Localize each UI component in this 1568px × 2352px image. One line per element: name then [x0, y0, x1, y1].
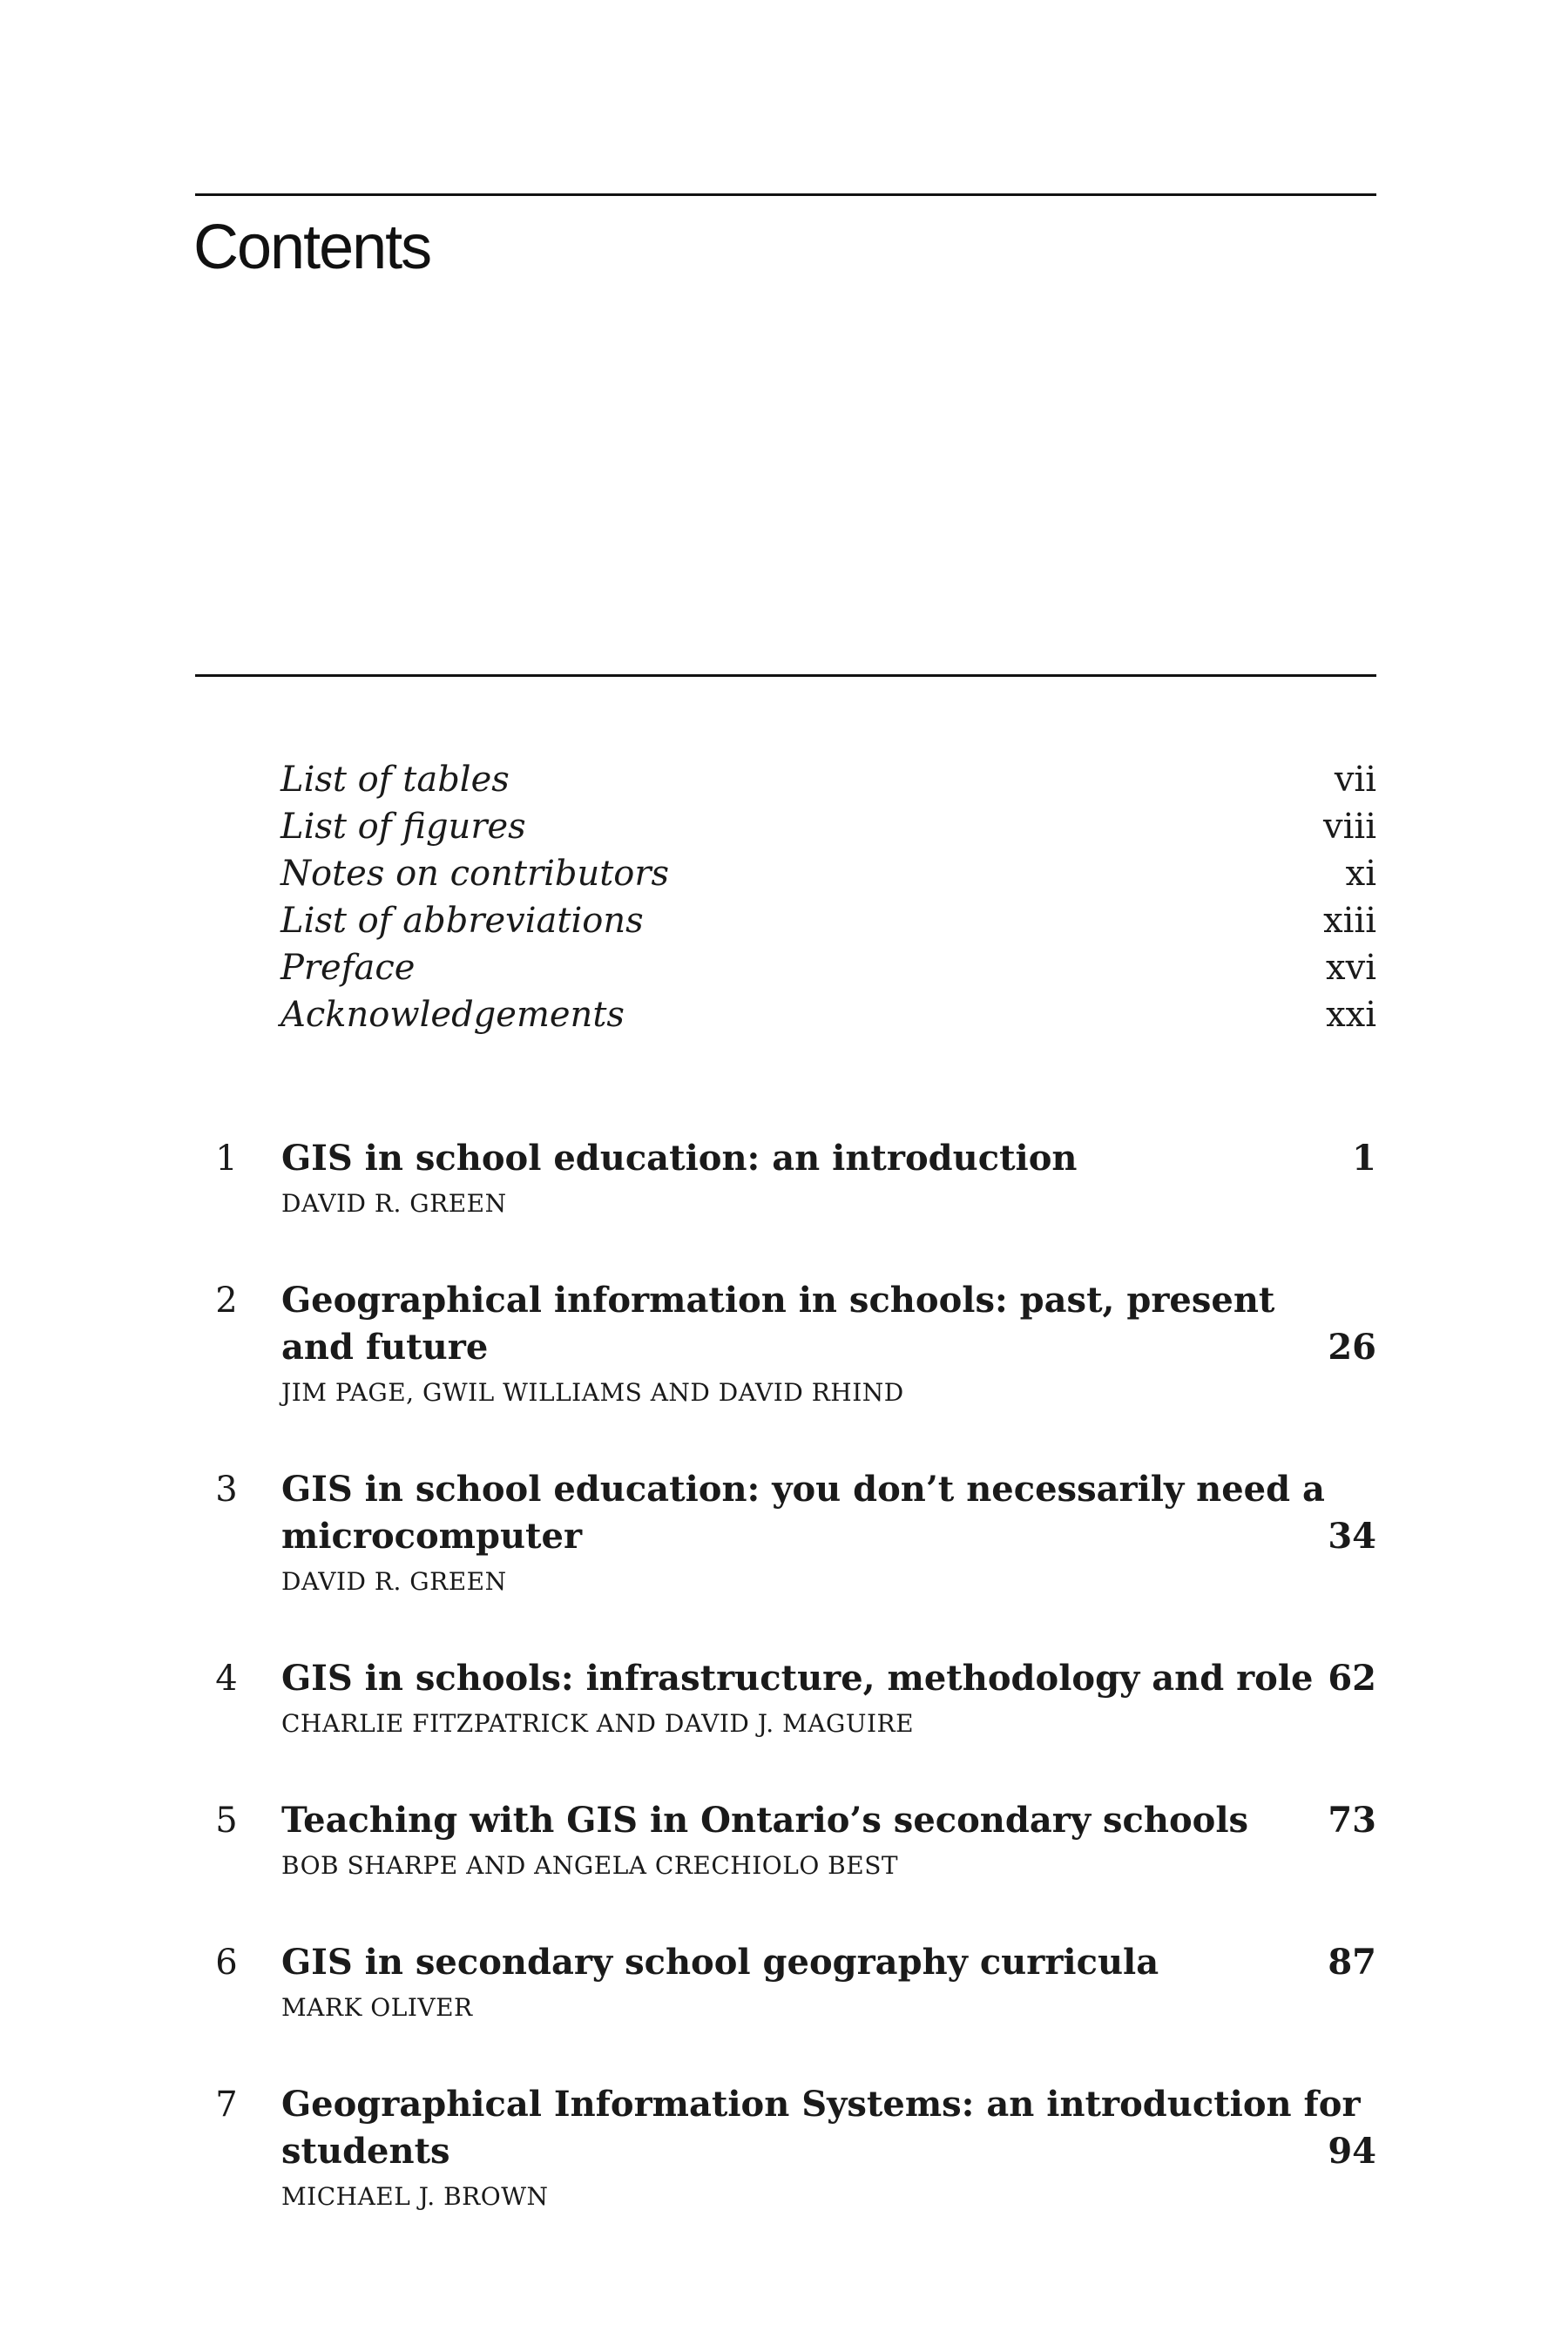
- chapter-entry[interactable]: [209, 1797, 1376, 1886]
- chapter-authors: DAVID R. GREEN: [281, 1189, 507, 1218]
- chapter-title-line: [209, 1513, 1376, 1560]
- chapter-title-continued: microcomputer: [281, 1516, 583, 1557]
- chapter-number: 2: [215, 1281, 238, 1321]
- chapter-number: 6: [215, 1943, 238, 1983]
- chapter-entry[interactable]: [209, 1277, 1376, 1413]
- chapter-entry[interactable]: [209, 1466, 1376, 1602]
- front-matter-row[interactable]: [280, 901, 1376, 948]
- chapter-title-line: [209, 1797, 1376, 1844]
- chapter-title-line: [209, 1135, 1376, 1182]
- chapter-authors: CHARLIE FITZPATRICK AND DAVID J. MAGUIRE: [281, 1709, 915, 1738]
- chapter-authors: JIM PAGE, GWIL WILLIAMS AND DAVID RHIND: [281, 1378, 904, 1407]
- front-matter-label: List of abbreviations: [280, 901, 644, 941]
- chapter-title: GIS in school education: you don’t necessarily need a: [281, 1469, 1325, 1510]
- chapter-title: GIS in secondary school geography curricula: [281, 1942, 1159, 1983]
- chapter-number: 5: [215, 1801, 238, 1841]
- chapter-entry[interactable]: [209, 1135, 1376, 1224]
- chapter-page: 1: [1352, 1138, 1376, 1179]
- chapter-authors: DAVID R. GREEN: [281, 1567, 507, 1596]
- front-matter-row[interactable]: [280, 995, 1376, 1042]
- page-title: Contents: [193, 213, 431, 282]
- chapter-entry[interactable]: [209, 2081, 1376, 2217]
- chapter-page: 73: [1328, 1800, 1376, 1841]
- front-matter-page: xiii: [1323, 901, 1376, 941]
- front-matter-page: xxi: [1326, 995, 1376, 1035]
- front-matter-row[interactable]: [280, 948, 1376, 995]
- chapter-list: [209, 1135, 1376, 2270]
- chapter-title: GIS in school education: an introduction: [281, 1138, 1078, 1179]
- front-matter-row[interactable]: [280, 854, 1376, 901]
- front-matter-label: Notes on contributors: [280, 854, 670, 894]
- front-matter-label: List of tables: [280, 760, 510, 800]
- front-matter-page: xi: [1345, 854, 1376, 894]
- chapter-title-line: [209, 2081, 1376, 2128]
- chapter-title-line: [209, 1466, 1376, 1513]
- front-matter-page: xvi: [1326, 948, 1376, 988]
- chapter-title-line: [209, 2128, 1376, 2175]
- front-matter-page: viii: [1323, 807, 1376, 847]
- chapter-title-line: [209, 1277, 1376, 1324]
- chapter-page: 34: [1328, 1516, 1376, 1557]
- chapter-number: 3: [215, 1470, 238, 1510]
- chapter-title-continued: students: [281, 2131, 450, 2172]
- chapter-authors: BOB SHARPE AND ANGELA CRECHIOLO BEST: [281, 1851, 899, 1880]
- chapter-page: 62: [1328, 1658, 1376, 1699]
- front-matter-row[interactable]: [280, 807, 1376, 854]
- chapter-authors: MICHAEL J. BROWN: [281, 2182, 549, 2211]
- front-matter-label: Acknowledgements: [280, 995, 625, 1035]
- chapter-page: 26: [1328, 1327, 1376, 1368]
- front-matter-label: List of figures: [280, 807, 526, 847]
- front-matter-page: vii: [1334, 760, 1376, 800]
- front-matter-row[interactable]: [280, 760, 1376, 807]
- chapter-title-line: [209, 1655, 1376, 1702]
- chapter-number: 7: [215, 2085, 238, 2125]
- chapter-title: GIS in schools: infrastructure, methodology and role: [281, 1658, 1314, 1699]
- chapter-number: 1: [215, 1139, 238, 1179]
- chapter-title-continued: and future: [281, 1327, 489, 1368]
- chapter-title: Geographical information in schools: past, present: [281, 1280, 1275, 1321]
- front-matter-list: [280, 760, 1376, 1042]
- top-rule: [195, 193, 1376, 196]
- chapter-authors: MARK OLIVER: [281, 1993, 473, 2022]
- chapter-title-line: [209, 1324, 1376, 1371]
- chapter-page: 94: [1328, 2131, 1376, 2172]
- chapter-page: 87: [1328, 1942, 1376, 1983]
- middle-rule: [195, 674, 1376, 677]
- chapter-entry[interactable]: [209, 1939, 1376, 2028]
- chapter-title: Geographical Information Systems: an introduction for: [281, 2084, 1361, 2125]
- chapter-entry[interactable]: [209, 1655, 1376, 1744]
- chapter-title: Teaching with GIS in Ontario’s secondary schools: [281, 1800, 1249, 1841]
- chapter-title-line: [209, 1939, 1376, 1986]
- front-matter-label: Preface: [280, 948, 416, 988]
- chapter-number: 4: [215, 1659, 238, 1699]
